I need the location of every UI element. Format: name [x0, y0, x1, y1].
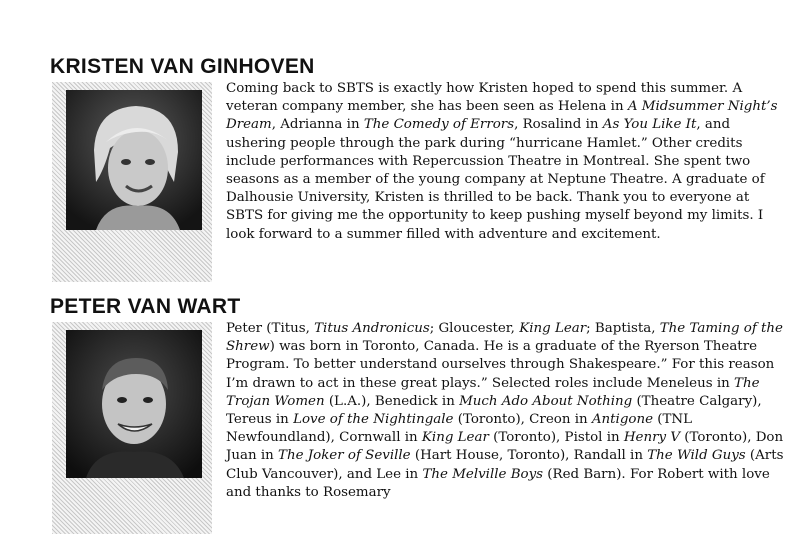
bio-text: (L.A.), Benedick in [324, 393, 460, 409]
headshot-frame [52, 82, 212, 282]
work-title: A Midsummer Night’s Dream [226, 99, 778, 133]
work-title: King Lear [421, 430, 489, 446]
bio-text: (Toronto), Don Juan in [226, 430, 784, 464]
headshot-frame [52, 322, 212, 534]
bio-text: , Adrianna in [271, 117, 364, 133]
work-title: As You Like It [602, 117, 697, 133]
work-title: The Wild Guys [647, 448, 746, 464]
work-title: Titus Andronicus [314, 321, 430, 336]
work-title: The Joker of Seville [278, 448, 411, 464]
bio-text: (Toronto), Pistol in [488, 430, 624, 446]
headshot-photo [66, 330, 202, 478]
work-title: The Melville Boys [422, 466, 544, 482]
bio-text: (Red Barn). For Robert with love and thanks to Rosemary [226, 466, 770, 500]
person-bio [226, 320, 786, 502]
work-title: The Comedy of Errors [363, 117, 515, 133]
person-name: KRISTEN VAN GINHOVEN [50, 55, 315, 78]
work-title: The Taming of the Shrew [226, 321, 783, 355]
bio-text: , Rosalind in [514, 117, 603, 133]
work-title: Much Ado About Nothing [459, 393, 633, 409]
person-name: PETER VAN WART [50, 295, 241, 318]
bio-text: Coming back to SBTS is exactly how Kristen hoped to spend this summer. A veteran company member, she has been seen as Helena in [226, 81, 743, 115]
headshot-photo [66, 90, 202, 230]
person-bio [226, 80, 786, 244]
bio-text: ) was born in Toronto, Canada. He is a graduate of the Ryerson Theatre Program. To better understand ourselves through Shakespeare.” For this reason I’m drawn to act in these great plays.” Selected roles include Meneleus in [226, 339, 775, 391]
bio-text: ; Baptista, [586, 321, 660, 336]
work-title: King Lear [519, 321, 587, 336]
bio-text: (Theatre Calgary), Tereus in [226, 393, 762, 428]
work-title: Antigone [591, 412, 654, 428]
work-title: Henry V [623, 430, 680, 446]
bio-text: (TNL Newfoundland), Cornwall in [226, 412, 693, 446]
portrait-image [66, 330, 202, 478]
work-title: Love of the Nightingale [293, 412, 454, 428]
bio-text: (Hart House, Toronto), Randall in [410, 448, 648, 464]
bio-text: (Arts Club Vancouver), and Lee in [226, 448, 784, 482]
bio-text: ; Gloucester, [429, 321, 520, 336]
bio-text: , and ushering people through the park during “hurricane Hamlet.” Other credits include performances with Repercussion Theatre in Montreal. She spent two seasons as a member of the young company at Neptune Theatre. A graduate of Dalhousie University, Kristen is thrilled to be back. Thank you to everyone at SBTS for giving me the opportunity to keep pushing myself beyond my limits. I look forward to a summer filled with adventure and excitement. [226, 117, 765, 242]
work-title: The Trojan Women [226, 375, 760, 409]
bio-text: Peter (Titus, [226, 321, 315, 336]
bio-text: (Toronto), Creon in [453, 412, 592, 428]
portrait-image [66, 90, 202, 230]
